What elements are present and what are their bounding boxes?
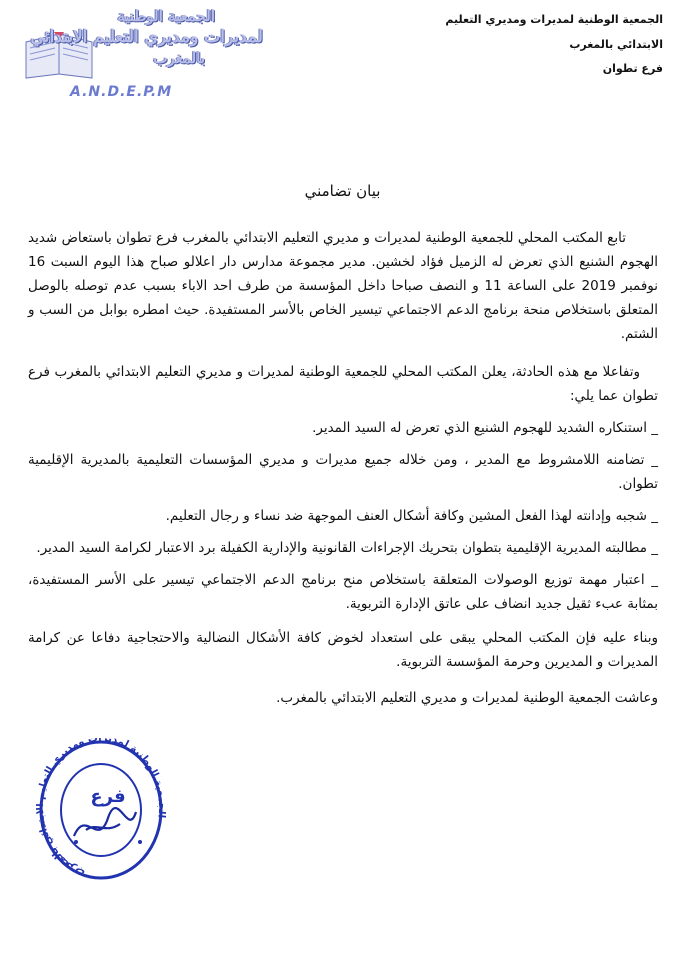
- closing-line: وعاشت الجمعية الوطنية لمديرات و مديري التعليم الابتدائي بالمغرب.: [276, 690, 658, 706]
- list-item: _ شجبه وإدانته لهذا الفعل المشين وكافة أشكال العنف الموجهة ضد نساء و رجال التعليم.: [165, 508, 658, 524]
- signature-scribble: [74, 808, 136, 836]
- intro-paragraph: تابع المكتب المحلي للجمعية الوطنية لمديرات و مديري التعليم الابتدائي بالمغرب فرع تطوان باستعاض شديد الهجوم الشنيع الذي تعرض له الزميل فؤاد لخشين. مدير مجموعة مدارس دار اعلالو صباح هذا اليوم السبت 16 نوفمبر 2019 على الساعة 11 و النصف صباحا داخل المؤسسة من طرف احد الاباء بسبب عدم توصله بالوصل المتعلق باستخلاص منحة برنامج الدعم الاجتماعي تيسير الخاص بالأسر المستفيدة. حيث امطره بوابل من السب و الشتم.: [28, 230, 659, 342]
- list-item: _ تضامنه اللامشروط مع المدير ، ومن خلاله جميع مديرات و مديري المؤسسات التعليمية بالمديرية الإقليمية تطوان.: [28, 452, 658, 492]
- statement-body: [28, 226, 658, 710]
- stamp-seal-icon: [36, 738, 166, 888]
- official-stamp: [36, 738, 166, 888]
- list-item: _ اعتبار مهمة توزيع الوصولات المتعلقة باستخلاص منح برنامج الدعم الاجتماعي تيسير على الأسر المستفيدة، بمثابة عبء ثقيل جديد انضاف على عاتق الإدارة التربوية.: [28, 572, 658, 612]
- organization-header: [413, 12, 663, 86]
- logo-line-2: لمديرات ومديري التعليم الابتدائي: [30, 27, 263, 47]
- lead-paragraph: وتفاعلا مع هذه الحادثة، يعلن المكتب المحلي للجمعية الوطنية لمديرات و مديري التعليم الابتدائي بالمغرب فرع تطوان عما يلي:: [28, 364, 658, 404]
- org-line-3: فرع تطوان: [602, 62, 663, 75]
- stamp-center-text: فرع: [90, 786, 126, 807]
- logo-line-3: بالمغرب: [153, 49, 205, 67]
- org-line-2: الابتدائي بالمغرب: [569, 37, 663, 51]
- svg-text:الجمعية الوطنية لمديرات ومديري: [36, 738, 166, 878]
- logo-line-1: الجمعية الوطنية: [117, 7, 215, 25]
- logo-abbreviation: A.N.D.E.P.M: [70, 84, 173, 100]
- conclusion-paragraph: وبناء عليه فإن المكتب المحلي يبقى على استعداد لخوض كافة الأشكال النضالية والاحتجاجية دفاعا عن كرامة المديرات و المديرين وحرمة المؤسسة التربوية.: [28, 630, 658, 670]
- document-title: بيان تضامني: [304, 182, 381, 200]
- org-line-1: الجمعية الوطنية لمديرات ومديري التعليم: [445, 13, 663, 26]
- association-logo: [20, 2, 275, 104]
- stamp-ring-text: الجمعية الوطنية لمديرات ومديري التعليم الابتدائي بالمغرب: [36, 738, 166, 879]
- list-item: _ مطالبته المديرية الإقليمية بتطوان بتحريك الإجراءات القانونية والإدارية الكفيلة برد الاعتبار لكرامة السيد المدير.: [36, 540, 658, 556]
- list-item: _ استنكاره الشديد للهجوم الشنيع الذي تعرض له السيد المدير.: [312, 420, 658, 436]
